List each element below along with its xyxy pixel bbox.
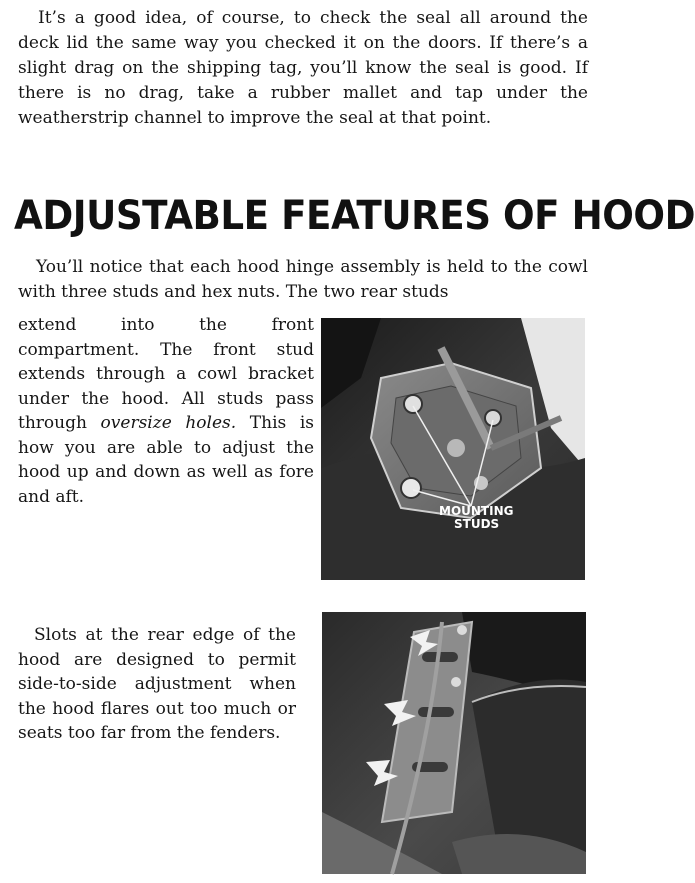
hood-slots-photo xyxy=(322,612,586,874)
studs-label: STUDS xyxy=(454,517,500,531)
studs-text-2: This is how you are able to adjust the hood up and down as well as fore and aft. xyxy=(18,413,315,507)
section-heading: ADJUSTABLE FEATURES OF HOOD xyxy=(14,193,695,239)
hinge-photo xyxy=(321,318,585,580)
slots-paragraph: Slots at the rear edge of the hood are designed to permit side-to-side adjustment when the hood flares out too much or seats too far from the fenders. xyxy=(18,625,296,743)
oversize-holes-emphasis: oversize holes. xyxy=(100,413,237,433)
intro-paragraph: It’s a good idea, of course, to check the seal all around the deck lid the same way you checked it on the doors. If there’s a slight drag on the shipping tag, you’ll know the seal is good. If there is no drag, take a rubber mallet and tap under the weatherstrip channel to improve the seal at that point. xyxy=(18,8,588,128)
mounting-label: MOUNTING xyxy=(439,504,514,518)
studs-text-1: extend into the front compartment. The front stud extends through a cowl bracket under the hood. All studs pass through xyxy=(18,315,314,433)
hinge-paragraph: You’ll notice that each hood hinge assembly is held to the cowl with three studs and hex nuts. The two rear studs xyxy=(18,257,588,302)
studs-paragraph xyxy=(18,313,314,509)
